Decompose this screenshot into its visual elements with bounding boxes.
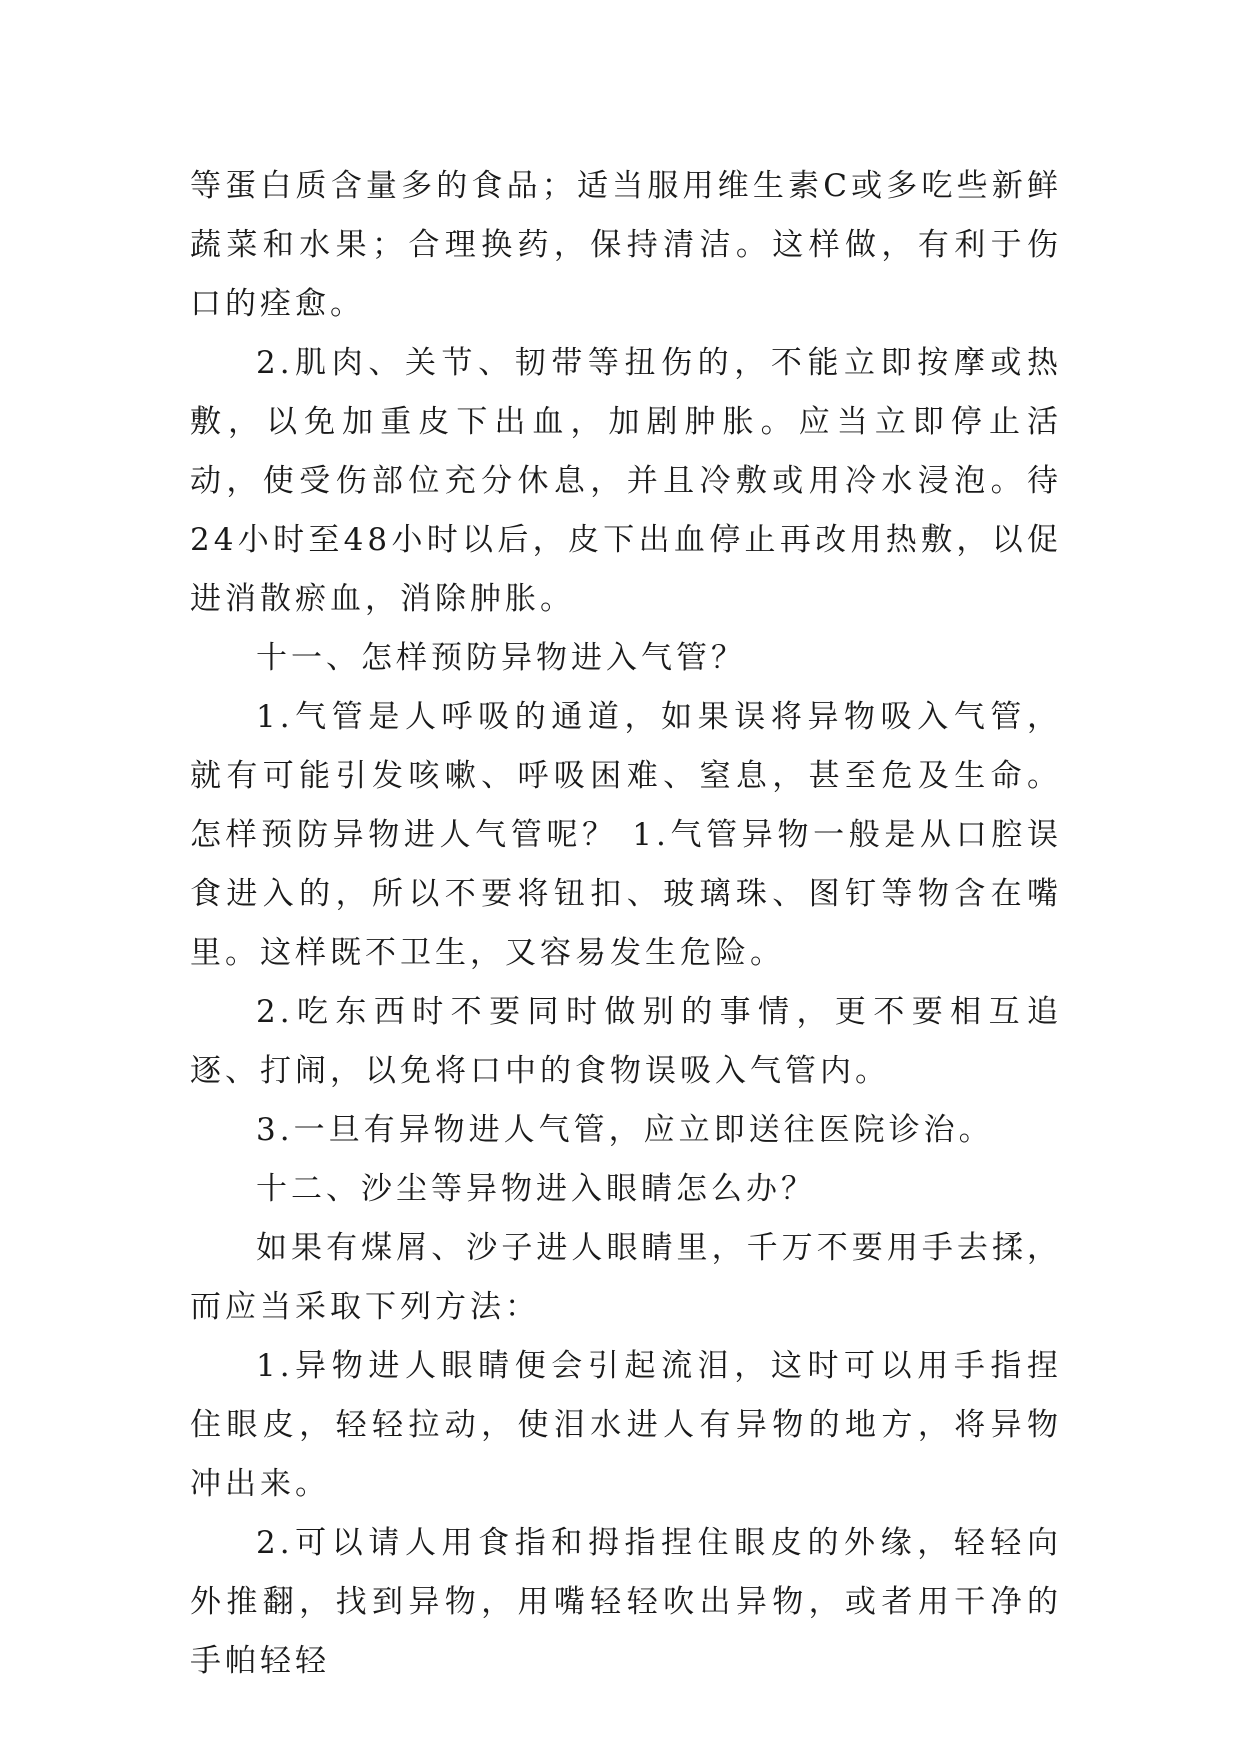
section-heading: 十一、怎样预防异物进入气管？ — [256, 640, 746, 676]
paragraph: 2.肌肉、关节、韧带等扭伤的，不能立即按摩或热敷，以免加重皮下出血，加剧肿胀。应当立即停止活动，使受伤部位充分休息，并且冷敷或用冷水浸泡。待24小时至48小时以后，皮下出血停止再改用热敷，以促进消散瘀血，消除肿胀。 — [190, 345, 1062, 617]
paragraph: 等蛋白质含量多的食品；适当服用维生素C或多吃些新鲜蔬菜和水果；合理换药，保持清洁。这样做，有利于伤口的痊愈。 — [190, 168, 1062, 322]
section-heading: 十二、沙尘等异物进入眼睛怎么办？ — [256, 1171, 816, 1207]
paragraph: 3.一旦有异物进人气管，应立即送往医院诊治。 — [256, 1112, 994, 1148]
paragraph: 2.吃东西时不要同时做别的事情，更不要相互追逐、打闹，以免将口中的食物误吸入气管内。 — [190, 994, 1062, 1089]
document-body — [190, 157, 1062, 1691]
paragraph: 2.可以请人用食指和拇指捏住眼皮的外缘，轻轻向外推翻，找到异物，用嘴轻轻吹出异物，或者用干净的手帕轻轻 — [190, 1525, 1062, 1679]
paragraph: 如果有煤屑、沙子进人眼睛里，千万不要用手去揉，而应当采取下列方法： — [190, 1230, 1062, 1325]
paragraph: 1.气管是人呼吸的通道，如果误将异物吸入气管，就有可能引发咳嗽、呼吸困难、窒息，甚至危及生命。怎样预防异物进人气管呢？ 1.气管异物一般是从口腔误食进入的，所以不要将钮扣、玻璃珠、图钉等物含在嘴里。这样既不卫生，又容易发生危险。 — [190, 699, 1062, 971]
paragraph: 1.异物进人眼睛便会引起流泪，这时可以用手指捏住眼皮，轻轻拉动，使泪水进人有异物的地方，将异物冲出来。 — [190, 1348, 1062, 1502]
